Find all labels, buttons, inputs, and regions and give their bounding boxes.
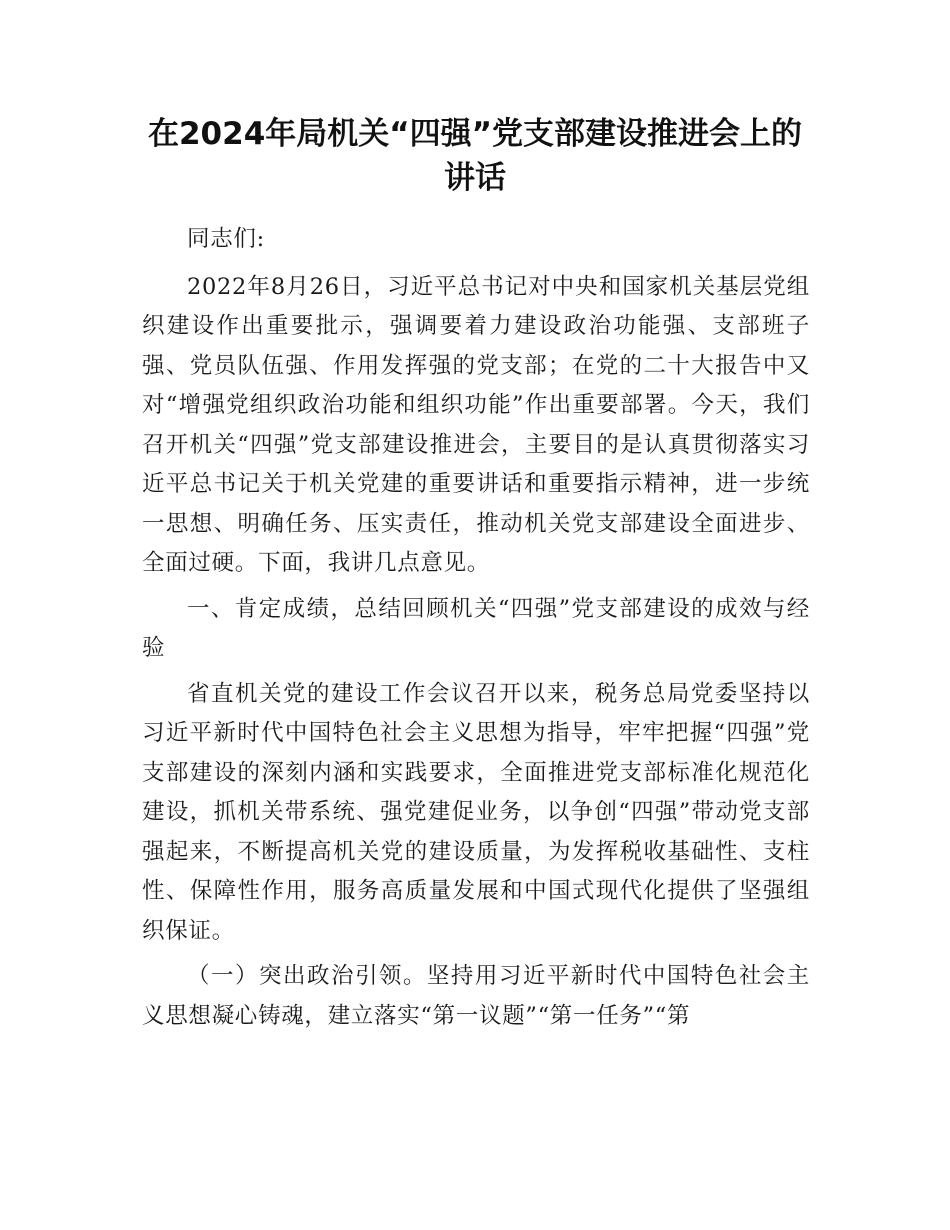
document-body [142,220,810,1036]
paragraph-achievements: 省直机关党的建设工作会议召开以来，税务总局党委坚持以习近平新时代中国特色社会主义思想为指导，牢牢把握“四强”党支部建设的深刻内涵和实践要求，全面推进党支部标准化规范化建设，抓机关带系统、强党建促业务，以争创“四强”带动党支部强起来，不断提高机关党的建设质量，为发挥税收基础性、支柱性、保障性作用，服务高质量发展和中国式现代化提供了坚强组织保证。 [142,680,810,944]
section-heading-1: 一、肯定成绩，总结回顾机关“四强”党支部建设的成效与经验 [142,595,810,661]
paragraph-intro: 2022年8月26日，习近平总书记对中央和国家机关基层党组织建设作出重要批示，强调要着力建设政治功能强、支部班子强、党员队伍强、作用发挥强的党支部；在党的二十大报告中又对“增强党组织政治功能和组织功能”作出重要部署。今天，我们召开机关“四强”党支部建设推进会，主要目的是认真贯彻落实习近平总书记关于机关党建的重要讲话和重要指示精神，进一步统一思想、明确任务、压实责任，推动机关党支部建设全面进步、全面过硬。下面，我讲几点意见。 [142,273,810,576]
paragraph-political-guidance: （一）突出政治引领。坚持用习近平新时代中国特色社会主义思想凝心铸魂，建立落实“第一议题”“第一任务”“第 [142,963,810,1029]
greeting: 同志们: [187,226,265,252]
document-title: 在2024年局机关“四强”党支部建设推进会上的讲话 [147,116,803,196]
